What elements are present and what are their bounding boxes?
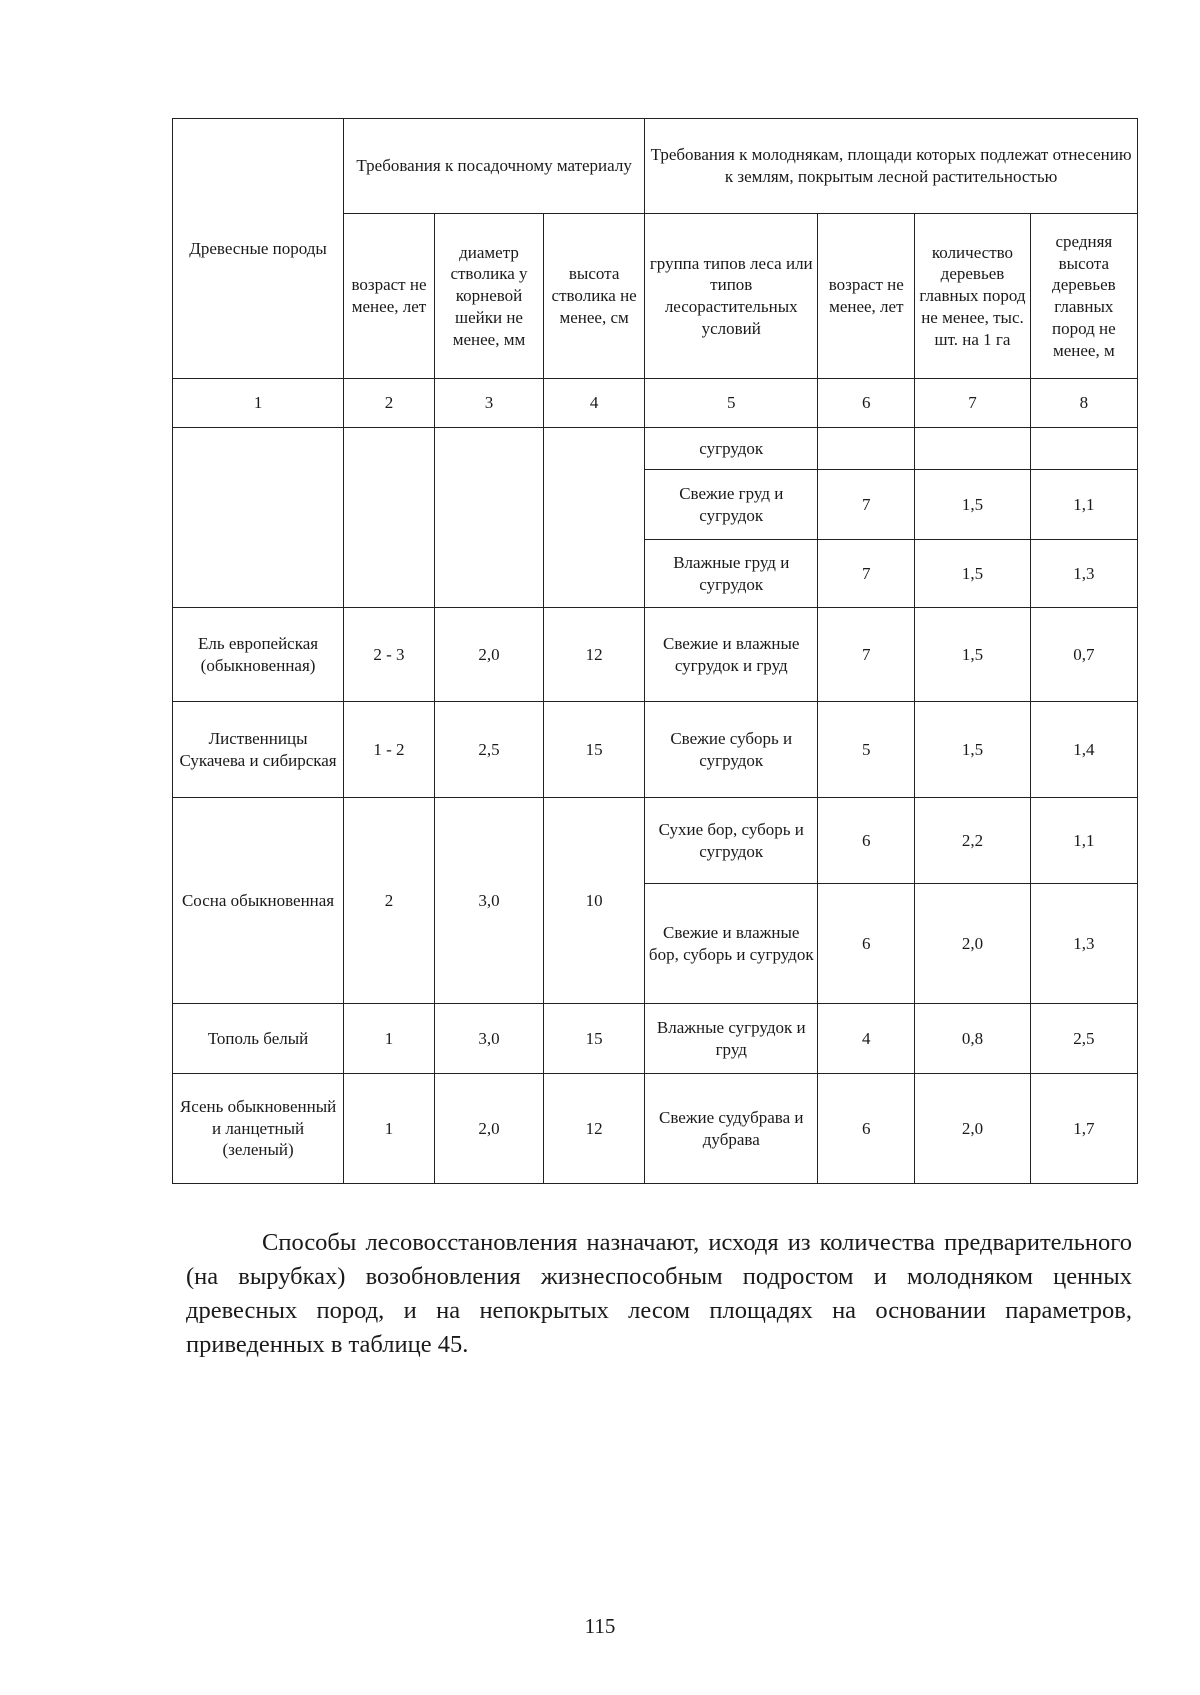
column-number: 3: [434, 379, 543, 428]
species-cell: Ясень обыкновенный и ланцетный (зеленый): [173, 1074, 344, 1184]
header-young-age: возраст не менее, лет: [818, 214, 915, 379]
forest-type-cell: Влажные груд и сугрудок: [645, 540, 818, 608]
forest-type-cell: сугрудок: [645, 428, 818, 470]
mean-height-cell: 0,7: [1030, 608, 1137, 702]
young-age-cell: [818, 428, 915, 470]
column-number: 1: [173, 379, 344, 428]
seedling-age-cell: 1: [344, 1004, 435, 1074]
tree-count-cell: 2,2: [915, 798, 1030, 884]
tree-count-cell: 1,5: [915, 608, 1030, 702]
forest-type-cell: Сухие бор, суборь и сугрудок: [645, 798, 818, 884]
forest-type-cell: Свежие судубрава и дубрава: [645, 1074, 818, 1184]
stem-diameter-cell: 2,0: [434, 1074, 543, 1184]
header-stem-height: высота стволика не менее, см: [544, 214, 645, 379]
stem-height-cell: 12: [544, 608, 645, 702]
header-row-top: [173, 119, 1138, 214]
header-planting-material: Требования к посадочному материалу: [344, 119, 645, 214]
forest-requirements-table: [172, 118, 1138, 1184]
header-stem-diameter: диаметр стволика у корневой шейки не менее, мм: [434, 214, 543, 379]
young-age-cell: 6: [818, 798, 915, 884]
stem-height-cell: 15: [544, 702, 645, 798]
seedling-age-cell: 2 - 3: [344, 608, 435, 702]
header-mean-height: средняя высота деревьев главных пород не менее, м: [1030, 214, 1137, 379]
seedling-age-cell: 1 - 2: [344, 702, 435, 798]
tree-count-cell: [915, 428, 1030, 470]
forest-type-cell: Свежие суборь и сугрудок: [645, 702, 818, 798]
column-number-row: [173, 379, 1138, 428]
tree-count-cell: 2,0: [915, 1074, 1030, 1184]
tree-count-cell: 1,5: [915, 540, 1030, 608]
young-age-cell: 6: [818, 884, 915, 1004]
header-young-stands: Требования к молоднякам, площади которых подлежат отнесению к землям, покрытым лесной растительностью: [645, 119, 1138, 214]
stem-height-cell: 12: [544, 1074, 645, 1184]
column-number: 2: [344, 379, 435, 428]
species-cell: Тополь белый: [173, 1004, 344, 1074]
young-age-cell: 4: [818, 1004, 915, 1074]
stem-diameter-cell: 2,0: [434, 608, 543, 702]
table-row: [173, 1004, 1138, 1074]
tree-count-cell: 1,5: [915, 702, 1030, 798]
mean-height-cell: 1,4: [1030, 702, 1137, 798]
young-age-cell: 6: [818, 1074, 915, 1184]
species-cell: Ель европейская (обыкновенная): [173, 608, 344, 702]
stem-height-cell: 10: [544, 798, 645, 1004]
tree-count-cell: 0,8: [915, 1004, 1030, 1074]
mean-height-cell: 1,1: [1030, 798, 1137, 884]
column-number: 4: [544, 379, 645, 428]
header-species: Древесные породы: [173, 119, 344, 379]
table-row: [173, 608, 1138, 702]
young-age-cell: 7: [818, 540, 915, 608]
column-number: 6: [818, 379, 915, 428]
stem-diameter-cell: 2,5: [434, 702, 543, 798]
species-cell: Лиственницы Сукачева и сибирская: [173, 702, 344, 798]
forest-type-cell: Свежие и влажные сугрудок и груд: [645, 608, 818, 702]
seedling-age-cell: 2: [344, 798, 435, 1004]
species-cell: [173, 428, 344, 608]
stem-height-cell: 15: [544, 1004, 645, 1074]
body-paragraph: Способы лесовосстановления назначают, исходя из количества предварительного (на вырубках) возобновления жизнеспособным подростом и молодняком ценных древесных пород, и на непокрытых лесом площадях на основании параметров, приведенных в таблице 45.: [186, 1229, 1132, 1358]
header-tree-count: количество деревьев главных пород не менее, тыс. шт. на 1 га: [915, 214, 1030, 379]
forest-type-cell: Свежие и влажные бор, суборь и сугрудок: [645, 884, 818, 1004]
stem-diameter-cell: 3,0: [434, 1004, 543, 1074]
column-number: 5: [645, 379, 818, 428]
mean-height-cell: 1,3: [1030, 540, 1137, 608]
header-seedling-age: возраст не менее, лет: [344, 214, 435, 379]
young-age-cell: 7: [818, 470, 915, 540]
table-row: [173, 428, 1138, 470]
tree-count-cell: 1,5: [915, 470, 1030, 540]
mean-height-cell: 1,7: [1030, 1074, 1137, 1184]
column-number: 7: [915, 379, 1030, 428]
column-number: 8: [1030, 379, 1137, 428]
seedling-age-cell: [344, 428, 435, 608]
young-age-cell: 5: [818, 702, 915, 798]
young-age-cell: 7: [818, 608, 915, 702]
mean-height-cell: 2,5: [1030, 1004, 1137, 1074]
stem-diameter-cell: [434, 428, 543, 608]
species-cell: Сосна обыкновенная: [173, 798, 344, 1004]
stem-height-cell: [544, 428, 645, 608]
mean-height-cell: 1,1: [1030, 470, 1137, 540]
table-row: [173, 1074, 1138, 1184]
tree-count-cell: 2,0: [915, 884, 1030, 1004]
stem-diameter-cell: 3,0: [434, 798, 543, 1004]
page-number: 115: [584, 1614, 616, 1638]
mean-height-cell: [1030, 428, 1137, 470]
seedling-age-cell: 1: [344, 1074, 435, 1184]
table-row: [173, 702, 1138, 798]
table-row: [173, 798, 1138, 884]
header-forest-type-group: группа типов леса или типов лесорастительных условий: [645, 214, 818, 379]
forest-type-cell: Свежие груд и сугрудок: [645, 470, 818, 540]
forest-type-cell: Влажные сугрудок и груд: [645, 1004, 818, 1074]
mean-height-cell: 1,3: [1030, 884, 1137, 1004]
